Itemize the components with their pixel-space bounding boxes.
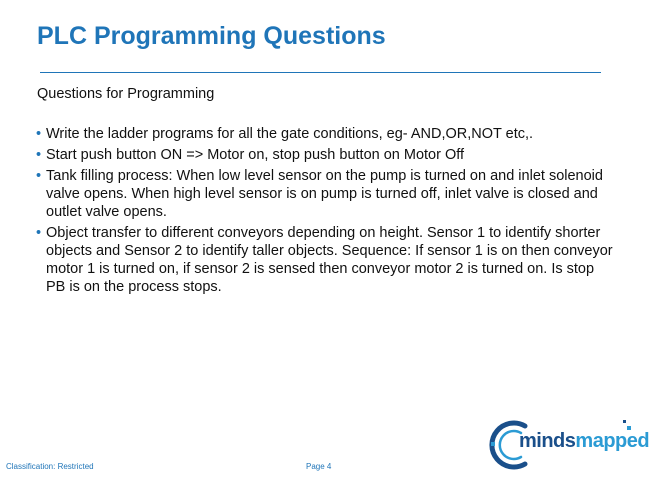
bullet-text: Tank filling process: When low level sensor on the pump is turned on and inlet solenoid valve opens. When high level sensor is on pump is turned off, inlet valve is closed and outlet valve opens.	[46, 168, 603, 220]
slide-subtitle: Questions for Programming	[37, 86, 215, 102]
bullet-dot-icon: •	[36, 225, 42, 241]
title-divider	[40, 72, 601, 73]
footer-page-number: Page 4	[306, 462, 332, 471]
bullet-text: Start push button ON => Motor on, stop push button on Motor Off	[46, 147, 465, 163]
footer-classification: Classification: Restricted	[6, 462, 94, 471]
bullet-text: Object transfer to different conveyors depending on height. Sensor 1 to identify shorter objects and Sensor 2 to identify taller objects. Sequence: If sensor 1 is on then conveyor motor 1 is turned on, if sensor 2 is sensed then conveyor motor 2 is turned on. Is stop PB is on the process stops.	[46, 225, 613, 295]
bullet-item	[37, 146, 613, 164]
bullet-item	[37, 224, 613, 296]
slide-title: PLC Programming Questions	[37, 22, 386, 50]
bullet-dot-icon: •	[36, 147, 42, 163]
bullet-dot-icon: •	[36, 168, 42, 184]
bullet-text: Write the ladder programs for all the gate conditions, eg- AND,OR,NOT etc,.	[46, 126, 534, 142]
bullet-item	[37, 167, 613, 221]
bullet-item	[37, 125, 613, 143]
bullet-list	[37, 125, 613, 299]
bullet-dot-icon: •	[36, 126, 42, 142]
logo-wordmark: mindsmapped	[519, 430, 649, 452]
mindsmapped-logo	[489, 418, 649, 470]
